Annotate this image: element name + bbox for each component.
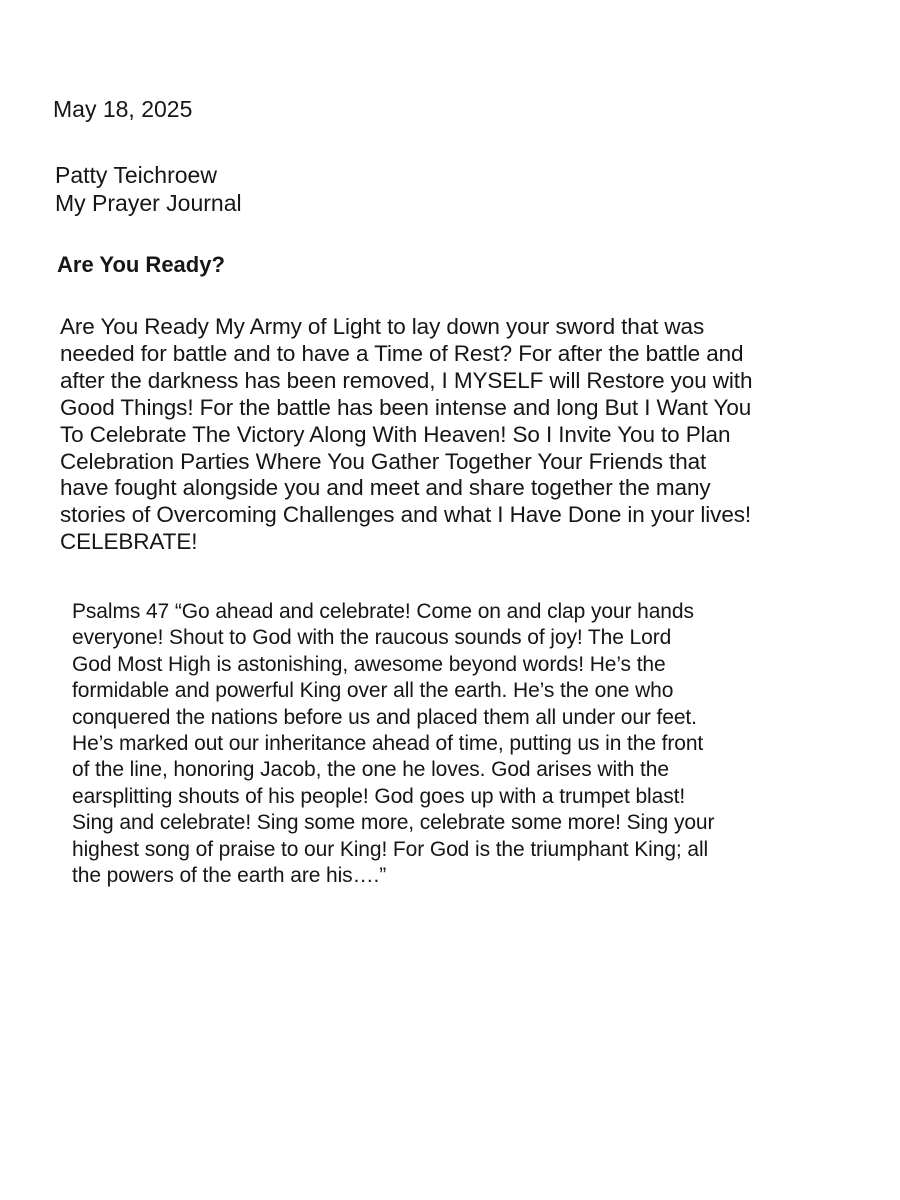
scripture-line: conquered the nations before us and placed them all under our feet. [72, 705, 697, 729]
message-line: Good Things! For the battle has been intense and long But I Want You [60, 394, 752, 420]
scripture-line: highest song of praise to our King! For God is the triumphant King; all [72, 837, 709, 861]
message-line: To Celebrate The Victory Along With Heaven! So I Invite You to Plan [60, 421, 731, 447]
scripture-line: He’s marked out our inheritance ahead of time, putting us in the front [72, 732, 704, 756]
author-name: Patty Teichroew [55, 162, 217, 188]
scripture-line: the powers of the earth are his….” [72, 864, 387, 888]
scripture-line: of the line, honoring Jacob, the one he loves. God arises with the [72, 758, 669, 782]
message-paragraph [60, 314, 860, 556]
message-line: after the darkness has been removed, I MYSELF will Restore you with [60, 367, 753, 393]
journal-name: My Prayer Journal [55, 190, 242, 216]
message-line: stories of Overcoming Challenges and what I Have Done in your lives! [60, 502, 752, 528]
entry-title: Are You Ready? [57, 252, 225, 277]
scripture-line: earsplitting shouts of his people! God goes up with a trumpet blast! [72, 784, 686, 808]
scripture-line: everyone! Shout to God with the raucous sounds of joy! The Lord [72, 626, 672, 650]
message-line: Are You Ready My Army of Light to lay down your sword that was [60, 314, 705, 339]
message-line: have fought alongside you and meet and share together the many [60, 475, 711, 501]
scripture-line: Sing and celebrate! Sing some more, celebrate some more! Sing your [72, 811, 715, 835]
entry-date: May 18, 2025 [53, 96, 193, 122]
scripture-line: Psalms 47 “Go ahead and celebrate! Come on and clap your hands [72, 600, 694, 623]
scripture-line: formidable and powerful King over all the earth. He’s the one who [72, 679, 674, 703]
message-line: Celebration Parties Where You Gather Together Your Friends that [60, 448, 707, 474]
message-line: needed for battle and to have a Time of Rest? For after the battle and [60, 340, 744, 366]
scripture-quote [72, 599, 862, 889]
scripture-line: God Most High is astonishing, awesome beyond words! He’s the [72, 652, 666, 676]
message-line: CELEBRATE! [60, 529, 198, 555]
